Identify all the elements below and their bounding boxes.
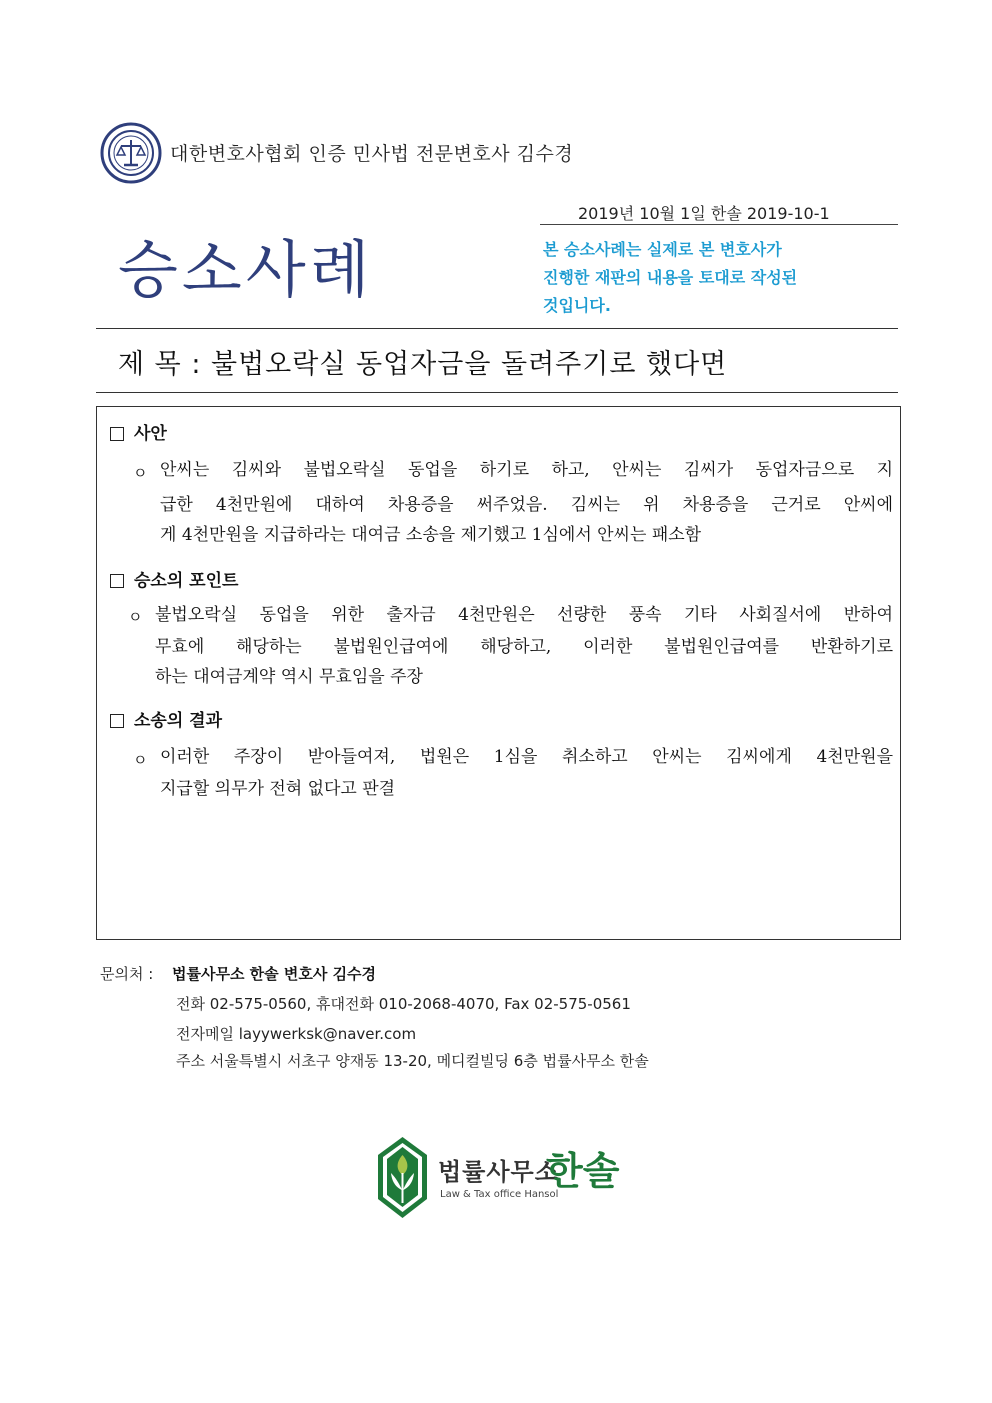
notice-text: [543, 236, 873, 320]
date-underline: [540, 224, 898, 225]
paragraph-line: 무효에 해당하는 불법원인급여에 해당하고, 이러한 불법원인급여를 반환하기로: [155, 637, 893, 657]
document-date: 2019년 10월 1일 한솔 2019-10-1: [578, 204, 830, 223]
paragraph-line: 이러한 주장이 받아들여져, 법원은 1심을 취소하고 안씨는 김씨에게 4천만원을: [160, 747, 893, 767]
logo-text: 법률사무소: [438, 1158, 559, 1186]
paragraph-line: 안씨는 김씨와 불법오락실 동업을 하기로 하고, 안씨는 김씨가 동업자금으로 지: [160, 460, 893, 480]
notice-line: 본 승소사례는 실제로 본 변호사가: [543, 240, 782, 259]
section-heading-result: 소송의 결과: [110, 706, 222, 731]
contact-address: 주소 서울특별시 서초구 양재동 13-20, 메디컬빌딩 6층 법률사무소 한솔: [176, 1052, 649, 1070]
bar-association-emblem-icon: [100, 122, 162, 184]
bullet-icon: ㅇ: [133, 464, 148, 482]
page-title: 승소사례: [118, 233, 374, 306]
bullet-icon: ㅇ: [128, 608, 143, 626]
certification-text: 대한변호사협회 인증 민사법 전문변호사 김수경: [170, 143, 574, 165]
logo-brand: 한솔: [546, 1149, 620, 1193]
checkbox-icon: [110, 427, 124, 441]
divider: [96, 392, 898, 393]
contact-email: 전자메일 layywerksk@naver.com: [176, 1025, 417, 1043]
paragraph-line: 불법오락실 동업을 위한 출자금 4천만원은 선량한 풍속 기타 사회질서에 반하여: [155, 605, 893, 625]
paragraph-line: 급한 4천만원에 대하여 차용증을 써주었음. 김씨는 위 차용증을 근거로 안씨에: [160, 495, 893, 515]
logo-english-name: Law & Tax office Hansol: [440, 1189, 559, 1200]
contact-name: 법률사무소 한솔 변호사 김수경: [172, 965, 377, 983]
contact-phone: 전화 02-575-0560, 휴대전화 010-2068-4070, Fax 02-575-0561: [176, 995, 631, 1013]
subject-title: 제 목 : 불법오락실 동업자금을 돌려주기로 했다면: [118, 349, 728, 380]
notice-line: 것입니다.: [543, 296, 611, 315]
bullet-icon: ㅇ: [133, 751, 148, 769]
paragraph-line: 게 4천만원을 지급하라는 대여금 소송을 제기했고 1심에서 안씨는 패소함: [160, 525, 702, 545]
hansol-logo-icon: [375, 1135, 430, 1220]
paragraph-line: 하는 대여금계약 역시 무효임을 주장: [155, 667, 423, 687]
divider: [96, 328, 898, 329]
paragraph-line: 지급할 의무가 전혀 없다고 판결: [160, 779, 396, 799]
section-heading-case: 사안: [110, 419, 167, 444]
section-heading-winning-point: 승소의 포인트: [110, 566, 238, 591]
checkbox-icon: [110, 574, 124, 588]
contact-label: 문의처 :: [100, 965, 154, 983]
notice-line: 진행한 재판의 내용을 토대로 작성된: [543, 268, 798, 287]
checkbox-icon: [110, 714, 124, 728]
